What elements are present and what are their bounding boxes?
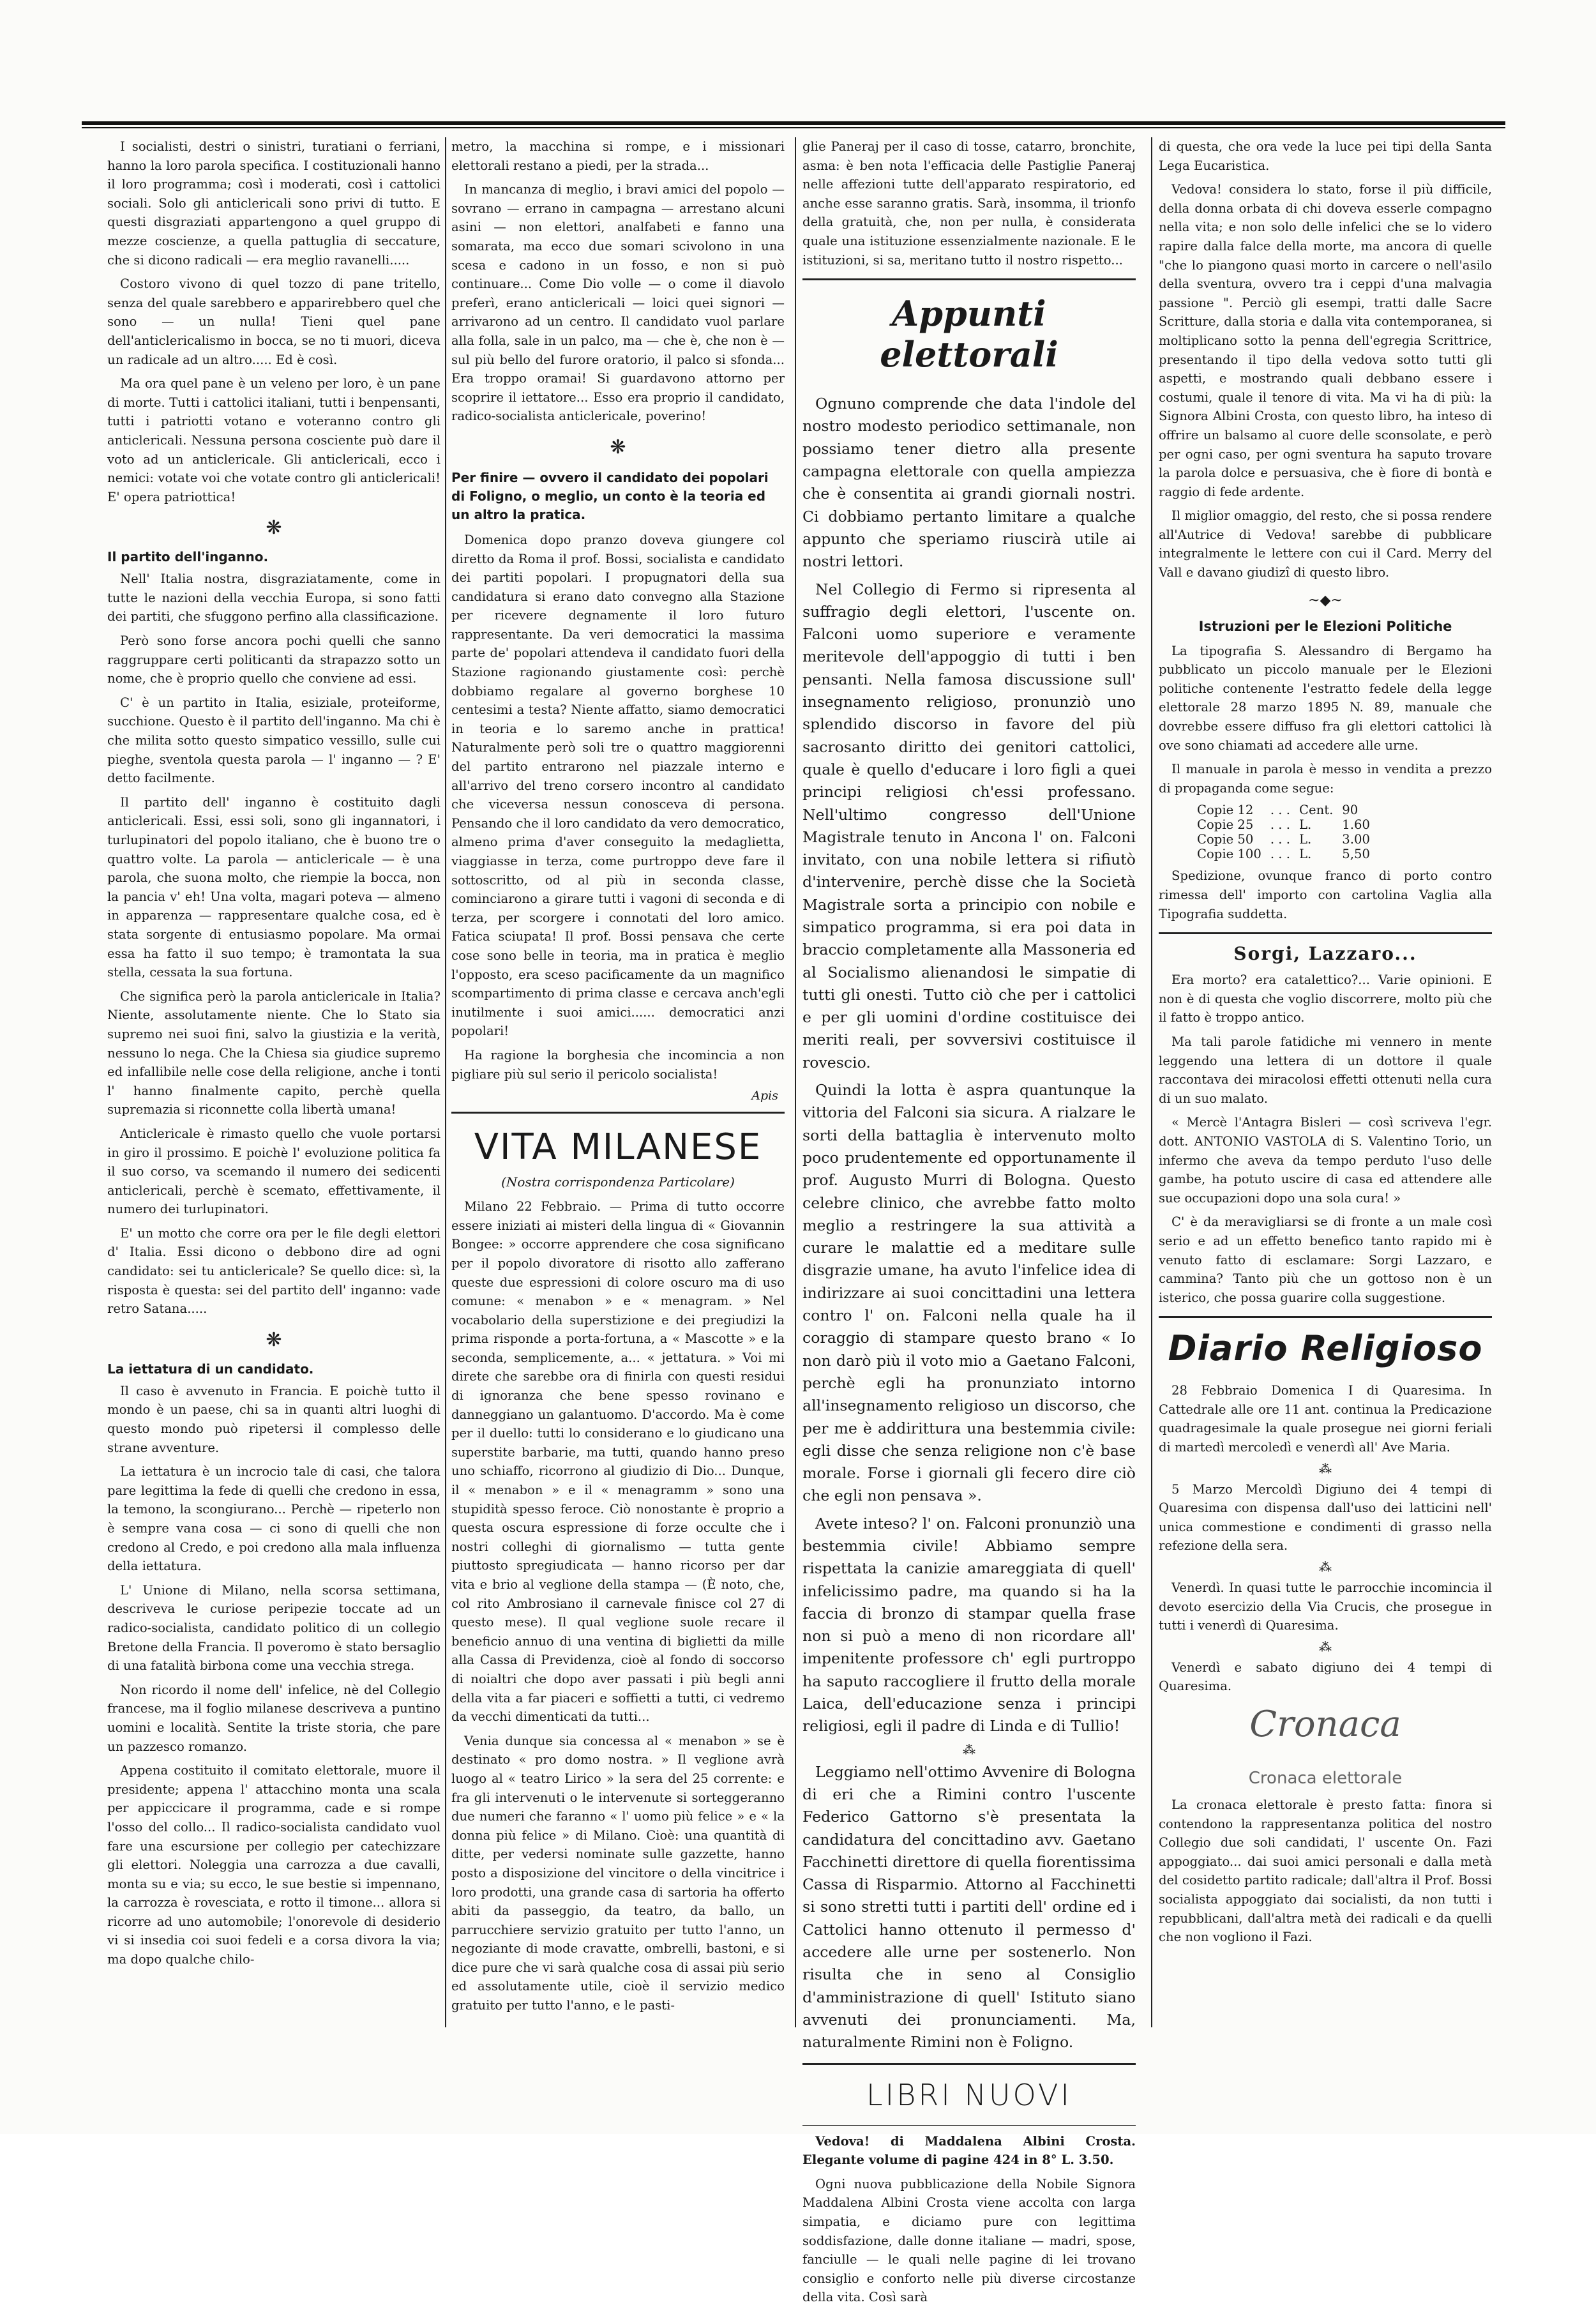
paragraph: C' è da meravigliarsi se di fronte a un male così serio e ad un effetto benefico tanto rapido mi è venuto fatto di esclamare: Sorgi Lazzaro, e cammina? Tanto più che un gottoso non è un isterico, che possa guarire colla suggestione. [1159,1214,1492,1305]
column-1 [107,137,440,2021]
paragraph: Il partito dell' inganno è costituito dagli anticlericali. Essi, essi soli, sono gli ingannatori, i turlupinatori del popolo italiano, che è buono tre o quattro volte. La parola — anticlericale — è una parola, che suona molto, che riempie la bocca, non la pancia v' eh! Una volta, magari poteva — almeno in apparenza — rappresentare qualche cosa, ed è stata sorgente di entusiasmo popolare. Ma ormai essa ha fatto il suo tempo; è tramontata la sua stella, cessata la sua fortuna. [107,794,440,980]
paragraph: metro, la macchina si rompe, e i missionari elettorali restano a piedi, per la strada... [451,139,785,173]
paragraph: Milano 22 Febbraio. — Prima di tutto occorre essere iniziati ai misteri della lingua di « Giovannin Bongee: » occorre apprendere che cosa significano per il popolo divoratore di risotto allo zafferano queste due espressioni di colore oscuro ma di uso comune: « menabon » e « menagram. » Nel vocabolario della superstizione e dei pregiudizi la prima risponde a porta-fortuna, a « Mascotte » e la seconda, semplicemente, a... « jettatura. » Voi mi direte che sarebbe ora di finirla con questi residui di ignoranza che bene spesso rovinano e danneggiano un galantuomo. D'accordo. Ma è come per il duello: tutti lo considerano e lo giudicano una superstite barbarie, ma tutti, quando hanno preso uno schiaffo, ricorrono al giudizio di Dio... Dunque, il « menabon » e il « menagramm » sono una stupidità spesso feroce. Ciò nonostante è proprio a questa oscura espressione di forze occulte che i nostri colleghi di giornalismo — tutta gente piuttosto spregiudicata — hanno ricorso per dar vita e brio al veglione della stampa — (È noto, che, col rito Ambrosiano il carnevale finisce col 27 di questo mese). Il qual veglione suole recare il beneficio annuo di una ventina di biglietti da mille alla Cassa di Previdenza, cioè al fondo di soccorso di noialtri che dopo aver passati i più begli anni della vita a far piaceri e soffietti a tutti, ci vedremo da vecchi dimenticati da tutti... [451,1199,785,1725]
sorgi-lazzaro-title: Sorgi, Lazzaro... [1233,943,1417,965]
ornament-icon: ❋ [266,1328,282,1351]
section-rule [802,2063,1136,2065]
heading-partito: Il partito dell'inganno. [107,549,269,565]
paragraph: di questa, che ora vede la luce pei tipi della Santa Lega Eucaristica. [1159,139,1492,173]
signature: Apis [751,1089,778,1103]
cronaca-title: Cronaca elettorale [1248,1769,1403,1788]
paragraph: glie Paneraj per il caso di tosse, catarro, bronchite, asma: è ben nota l'efficacia delle Pastiglie Paneraj nelle affezioni tutte dell'apparato respiratorio, ed anche esse saranno gratis. Sarà, insomma, il trionfo della gratuità, che, non per nulla, è considerata quale una istituzione essenzialmente nazionale. E le istituzioni, si sa, meritano tutto il nostro rispetto... [802,139,1136,268]
paragraph: Ma ora quel pane è un veleno per loro, è un pane di morte. Tutti i cattolici italiani, tutti i benpensanti, tutti i patriotti votano e voteranno contro gli anticlericali. Nessuna persona cosciente può dare il voto ad un anticlericale. Gli anticlericali, ecco i nemici: votate voi che votate contro gli anticlericali! E' opera patriottica! [107,376,440,504]
price-label: Copie 50 [1197,832,1254,847]
asterism-icon: ⁂ [1319,1638,1332,1654]
section-rule [802,2125,1136,2126]
paragraph: Spedizione, ovunque franco di porto contro rimessa dell' importo con cartolina Vaglia alla Tipografia suddetta. [1159,868,1492,921]
section-rule [1159,932,1492,934]
paragraph: L' Unione di Milano, nella scorsa settimana, descriveva le curiose peripezie toccate ad un radico-socialista, candidato politico di un collegio Bretone della Francia. Il poveromo è stato bersaglio di una fatalità birbona come una vecchia strega. [107,1582,440,1674]
section-rule [1159,1316,1492,1318]
asterism-icon: ⁂ [1319,1559,1332,1575]
paragraph: Venia dunque sia concessa al « menabon » se è destinato « pro domo nostra. » Il veglione avrà luogo al « teatro Lirico » la sera del 25 corrente: e fra gli intervenuti o le intervenute si sorteggeranno due numeri che faranno « l' uomo più felice » e « la donna più felice » di Milano. Cioè: una quantità di ditte, per vedersi nominate sulle gazzette, hanno posto a disposizione del vincitore o della vincitrice i loro prodotti, una grande casa di sartoria ha offerto abiti da passeggio, da teatro, da ballo, un parrucchiere servizio gratuito per tutto l'anno, un negoziante di mode cravatte, ombrelli, bastoni, e si dice pure che vi sarà qualche cosa di assai più serio ed assolutamente utile, cioè il servizio medico gratuito per tutto l'anno, e le pasti- [451,1733,785,2013]
section-rule [802,278,1136,280]
vita-milanese-subtitle: (Nostra corrispondenza Particolare) [501,1174,735,1190]
price-dots: . . . [1270,803,1290,818]
paragraph: Era morto? era catalettico?... Varie opinioni. E non è di questa che voglio discorrere, molto più che il fatto è troppo antico. [1159,972,1492,1025]
cronaca-banner: Cronaca [1249,1704,1401,1745]
paragraph: I socialisti, destri o sinistri, turatiani o ferriani, hanno la loro parola specifica. I costituzionali hanno il loro programma; così i moderati, così i cattolici sociali. Solo gli anticlericali sono privi di tutto. E questi disgraziati appartengono a quel gruppo di mezze coscienze, a quella pattuglia di seccature, che si dicono radicali — era meglio ravanelli..... [107,139,440,268]
libri-nuovi-title: LIBRI NUOVI [866,2077,1072,2112]
paragraph: La iettatura è un incrocio tale di casi, che talora pare legittima la fede di quelli che credono in essa, la temono, la scongiurano... Perchè — ripeterlo non è sempre vana cosa — ci sono di quelli che non credono al Credo, e poi credono alla mala influenza della iettatura. [107,1464,440,1574]
price-currency: L. [1299,847,1312,862]
price-row [1197,832,1379,847]
ornament-icon: ~◆~ [1308,592,1343,609]
diario-religioso-title: Diario Religioso [1168,1328,1483,1369]
price-label: Copie 12 [1197,803,1254,818]
istruzioni-title: Istruzioni per le Elezioni Politiche [1198,618,1452,634]
price-amount: 90 [1342,803,1359,818]
column-divider [795,137,796,2027]
paragraph: Domenica dopo pranzo doveva giungere col diretto da Roma il prof. Bossi, socialista e candidato dei partiti popolari. I propugnatori della sua candidatura si erano dato convegno alla Stazione per ricevere degnamente il loro futuro rappresentante. Da veri democratici la massima parte de' popolari attendeva il candidato fuori della Stazione ragionando giustamente così: perchè dobbiamo regalare al governo borghese 10 centesimi a testa? Niente affatto, siamo democratici in teoria e lo saremo anche in prattica! Naturalmente però soli tre o quattro maggiorenni del partito entrarono nel piazzale interno e all'arrivo del treno corsero incontro al candidato che viceversa nessun conosceva di persona. Pensando che il loro candidato da vero democratico, almeno prima d'aver conseguito la medaglietta, viaggiasse in terza, come purtroppo deve fare il sottoscritto, od al più in seconda classe, cominciarono a girare tutti i vagoni di seconda e di terza, per scorgere i connotati del loro amico. Fatica sciupata! Il prof. Bossi pensava che certe cose sono belle in teoria, ma in pratica è meglio l'opposto, era sceso pacificamente da un magnifico scompartimento di prima classe e cercava anch'egli inutilmente i suoi amici...... democratici anzi popolari! [451,532,785,1039]
price-amount: 1.60 [1342,817,1370,833]
paragraph: 28 Febbraio Domenica I di Quaresima. In Cattedrale alle ore 11 ant. continua la Predicazione quadragesimale la quale prosegue nei giorni feriali di martedì mercoledì e venerdì all' Ave Maria. [1159,1383,1492,1455]
book-entry: Vedova! di Maddalena Albini Crosta. Elegante volume di pagine 424 in 8° L. 3.50. [802,2133,1136,2168]
paragraph: Non ricordo il nome dell' infelice, nè del Collegio francese, ma il foglio milanese descriveva a puntino uomini e località. Sentite la triste storia, che pare un pazzesco romanzo. [107,1682,440,1754]
paragraph: Nel Collegio di Fermo si ripresenta al suffragio degli elettori, l'uscente on. Falconi uomo superiore e veramente meritevole dell'appoggio di tutti i ben pensanti. Nella famosa discussione sull' insegnamento religioso, pronunziò uno splendido discorso in favore del più sacrosanto diritto dei genitori cattolici, quale è quello d'educare i loro figli a quei principi religiosi ch'essi professano. Nell'ultimo congresso dell'Unione Magistrale tenuto in Ancona l' on. Falconi invitato, con una nobile lettera si rifiutò d'intervenire, perchè disse che la Società Magistrale sorta a principio con nobile e simpatico programma, si era poi data in braccio completamente alla Massoneria ed al Socialismo alienandosi le simpatie di tutti gli onesti. Tutto ciò che per i cattolici e per gli uomini d'ordine costituisce dei meriti reali, per sovversivi costituisce il rovescio. [802,580,1136,1071]
paragraph: Però sono forse ancora pochi quelli che sanno raggruppare certi politicanti da strapazzo sotto un nome, che è proprio quello che conviene ad essi. [107,633,440,686]
price-label: Copie 25 [1197,817,1254,833]
appunti-title: Appunti elettorali [880,293,1058,375]
appunti-article [802,393,1136,2054]
column-4 [1159,137,1492,2021]
paragraph: Avete inteso? l' on. Falconi pronunziò una bestemmia civile! Abbiamo sempre rispettata la canizie amareggiata di quell' infelicissimo padre, ma quando si ha la faccia di bronzo di stampar quella frase non si può a meno di non ricordare all' impenitente professore ch' egli purtroppo ha saputo raccogliere il frutto della morale Laica, dell'educazione senza i principi religiosi, egli il padre di Linda e di Tullio! [802,1514,1136,1736]
price-table [1197,803,1379,861]
paragraph: Vedova! considera lo stato, forse il più difficile, della donna orbata di chi doveva esserle compagno nella vita; e non solo delle infelici che se lo videro rapire dalla falce della morte, ma ancora di quelle "che lo piangono quasi morto in carcere o nell'asilo della sventura, ovvero tra i ceppi d'una malvagia passione ". Perciò gli esempi, tratti dalle Sacre Scritture, dalla storia e dalla vita contemporanea, si moltiplicano sotto la penna dell'egregia Scrittrice, presentando il tipo della vedova sotto tutti gli aspetti, e mostrando quali debbano essere i costumi, quale il tenore di vita. Ma vi ha di più: la Signora Albini Crosta, con questo libro, ha inteso di offrire un balsamo al cuore delle sconsolate, e però per ogni caso, per ogni sventura ha saputo trovare la parola dolce e persuasiva, che è fiore di bontà e raggio di fede ardente. [1159,182,1492,499]
paragraph: Il manuale in parola è messo in vendita a prezzo di propaganda come segue: [1159,762,1492,796]
paragraph: Ogni nuova pubblicazione della Nobile Signora Maddalena Albini Crosta viene accolta con larga simpatia, e diciamo pure con legittima soddisfazione, dalle donne italiane — madri, spose, fanciulle — le quali nelle pagine di lei trovano consiglio e conforto nelle più diverse circostanze della vita. Così sarà [802,2176,1136,2305]
paragraph: Costoro vivono di quel tozzo di pane tritello, senza del quale sarebbero e apparirebbero quel che sono — un nulla! Tieni quel pane dell'anticlericalismo in bocca, se no ti muori, diceva un radicale ad un altro..... Ed è così. [107,276,440,367]
paragraph: La cronaca elettorale è presto fatta: finora si contendono la rappresentanza politica del nostro Collegio due soli candidati, l' uscente On. Fazi appoggiato... dai suoi amici personali e dalla metà del cosidetto partito radicale; dall'altra il Prof. Bossi socialista appoggiato dai socialisti, da non tutti i repubblicani, dall'altra metà dei radicali e da quelli che non vogliono il Fazi. [1159,1797,1492,1945]
column-2 [451,137,785,2021]
price-dots: . . . [1270,847,1290,862]
price-dots: . . . [1270,832,1290,847]
column-divider [1151,137,1152,2027]
top-rule [82,121,1505,125]
paragraph: Quindi la lotta è aspra quantunque la vittoria del Falconi sia sicura. A rialzare le sorti della battaglia è intervenuto molto poco prudentemente ed opportunamente il prof. Augusto Murri di Bologna. Questo celebre clinico, che avrebbe fatto molto meglio a restringere la sua attività a curare le malattie ed a meditare sulle disgrazie umane, ha avuto l'infelice idea di indirizzare ai suoi concittadini una lettera contro l' on. Falconi nella quale ha il coraggio di stampare questo brano « Io non darò più il voto mio a Gaetano Falconi, perchè egli ha pronunziato intorno all'insegnamento religioso un discorso, che per me è addirittura una bestemmia civile: egli disse che senza religione non c'è base morale. Forse i giornali gli fecero dire ciò che egli non pensava ». [802,1081,1136,1505]
price-row [1197,847,1379,861]
paragraph: Venerdì e sabato digiuno dei 4 tempi di Quaresima. [1159,1660,1492,1694]
price-amount: 5,50 [1342,847,1370,862]
top-rule-thin [82,127,1505,128]
section-rule [451,1112,785,1114]
paragraph: La tipografia S. Alessandro di Bergamo ha pubblicato un piccolo manuale per le Elezioni politiche contenente l'estratto fedele della legge elettorale 28 marzo 1895 N. 89, manuale che dovrebbe essere diffuso fra gli elettori cattolici là ove sono chiamati ad accedere alle urne. [1159,643,1492,753]
price-dots: . . . [1270,817,1290,833]
column-divider [445,137,446,2027]
price-label: Copie 100 [1197,847,1261,862]
price-amount: 3.00 [1342,832,1370,847]
price-row [1197,803,1379,817]
paragraph: Anticlericale è rimasto quello che vuole portarsi in giro il prossimo. E poichè l' evoluzione politica fa il suo corso, va scemando il numero dei sedicenti anticlericali, perchè è scemato, effettivamente, il numero dei turlupinatori. [107,1126,440,1217]
intro-article [107,137,440,506]
asterism-icon: ⁂ [963,1741,975,1757]
price-row [1197,817,1379,832]
paragraph: Nell' Italia nostra, disgraziatamente, come in tutte le nazioni della vecchia Europa, si sono fatti dei partiti, che sfuggono perfino alla classificazione. [107,571,440,624]
ornament-icon: ❋ [610,435,626,458]
paragraph: Leggiamo nell'ottimo Avvenire di Bologna di eri che a Rimini contro l'uscente Federico Gattorno s'è presentata la candidatura del concittadino avv. Gaetano Facchinetti direttore di quella fiorentissima Cassa di Risparmio. Attorno al Facchinetti si sono stretti tutti i partiti dell' ordine ed i Cattolici hanno ottenuto il permesso d' accedere alle urne per sostenerlo. Non risulta che in seno al Consiglio d'amministrazione di quell' Istituto siano avvenuti dei pronunciamenti. Ma, naturalmente Rimini non è Foligno. [802,1762,1136,2052]
paragraph: C' è un partito in Italia, esiziale, proteiforme, succhione. Questo è il partito dell'inganno. Ma chi è che milita sotto questo simpatico vessillo, sulle cui pieghe, sventola questa parola — l' inganno — ? E' detto facilmente. [107,695,440,786]
paragraph: 5 Marzo Mercoldì Digiuno dei 4 tempi di Quaresima con dispensa dall'uso dei latticini nell' unica commestione e condimenti di grasso nella refezione della sera. [1159,1481,1492,1554]
paragraph: E' un motto che corre ora per le file degli elettori d' Italia. Essi dicono o debbono dire ad ogni candidato: sei tu anticlericale? Se quello dice: sì, la risposta è questa: sei del partito dell' inganno: vade retro Satana..... [107,1225,440,1317]
paragraph: Appena costituito il comitato elettorale, muore il presidente; appena l' attacchino monta una scala per appiccicare il programma, cade e si rompe l'osso del collo... Il radico-socialista candidato vuol fare una escursione per collegio per catechizzare gli elettori. Noleggia una carrozza a due cavalli, monta su e via; su ecco, le sue bestie si impennano, la carrozza è rovesciata, e rotto il timone... allora si ricorre ad uno automobile; l'onorevole di desiderio vi si insedia coi suoi fedeli e a corsa divora la via; ma dopo qualche chilo- [107,1763,440,1967]
vita-milanese-title: VITA MILANESE [474,1126,762,1169]
paragraph: Che significa però la parola anticlericale in Italia? Niente, assolutamente niente. Che lo Stato sia supremo nei suoi fini, salvo la giustizia e la verità, nessuno lo nega. Che la Chiesa sia giudice supremo ed infallibile nelle cose della religione, anche i tonti l' hanno finalmente capito, perchè quella supremazia si riconnette colla libertà umana! [107,988,440,1117]
paragraph: « Mercè l'Antagra Bisleri — così scriveva l'egr. dott. ANTONIO VASTOLA di S. Valentino Torio, un infermo che aveva da tempo perduto l'uso delle gambe, ha potuto uscire di casa ed attendere alle sue occupazioni dopo una sola cura! » [1159,1115,1492,1206]
heading-foligno: Per finire — ovvero il candidato dei popolari di Foligno, o meglio, un conto è la teoria ed un altro la pratica. [451,469,769,522]
ornament-icon: ❋ [266,517,282,540]
paragraph: Ognuno comprende che data l'indole del nostro modesto periodico settimanale, non possiamo tener dietro alla presente campagna elettorale con quella ampiezza che è consentita ai grandi giornali nostri. Ci dobbiamo pertanto limitare a qualche appunto che speriamo riuscirà utile ai nostri lettori. [802,395,1136,571]
paragraph: In mancanza di meglio, i bravi amici del popolo — sovrano — errano in campagna — arrestano alcuni asini — non elettori, analfabeti e fanno una somarata, ma ecco due somari scivolono in una scesa e cadono in un fosso, e non si può continuare... Come Dio volle — o come il diavolo preferì, erano anticlericali — loici quei signori — arrivarono ad un centro. Il candidato vuol parlare alla folla, sale in un palco, ma — che è, che non è — sul più bello del furore oratorio, il palco si sfonda... Era troppo oramai! Si guardavono attorno per scoprire il iettatore... Esso era proprio il candidato, radico-socialista anticlericale, poverino! [451,182,785,424]
paragraph: Venerdì. In quasi tutte le parrocchie incomincia il devoto esercizio della Via Crucis, che prosegue in tutti i venerdì di Quaresima. [1159,1580,1492,1633]
paragraph: Il miglior omaggio, del resto, che si possa rendere all'Autrice di Vedova! sarebbe di pubblicare integralmente le lettere con cui il Card. Merry del Vall e davano giudizî di questo libro. [1159,508,1492,580]
paragraph: Ma tali parole fatidiche mi vennero in mente leggendo una lettera di un dottore il quale raccontava dei miracolosi effetti ottenuti nella cura di un suo malato. [1159,1034,1492,1106]
heading-iettatura: La iettatura di un candidato. [107,1361,314,1377]
paragraph: Il caso è avvenuto in Francia. E poichè tutto il mondo è un paese, chi sa in quanti altri luoghi di questo mondo può ripetersi il complesso delle strane avventure. [107,1383,440,1455]
asterism-icon: ⁂ [1319,1460,1332,1476]
paragraph: Ha ragione la borghesia che incomincia a non pigliare più sul serio il pericolo socialista! [451,1047,785,1082]
column-3 [802,137,1136,2305]
price-currency: L. [1299,832,1312,847]
price-currency: L. [1299,817,1312,833]
price-currency: Cent. [1299,803,1334,818]
